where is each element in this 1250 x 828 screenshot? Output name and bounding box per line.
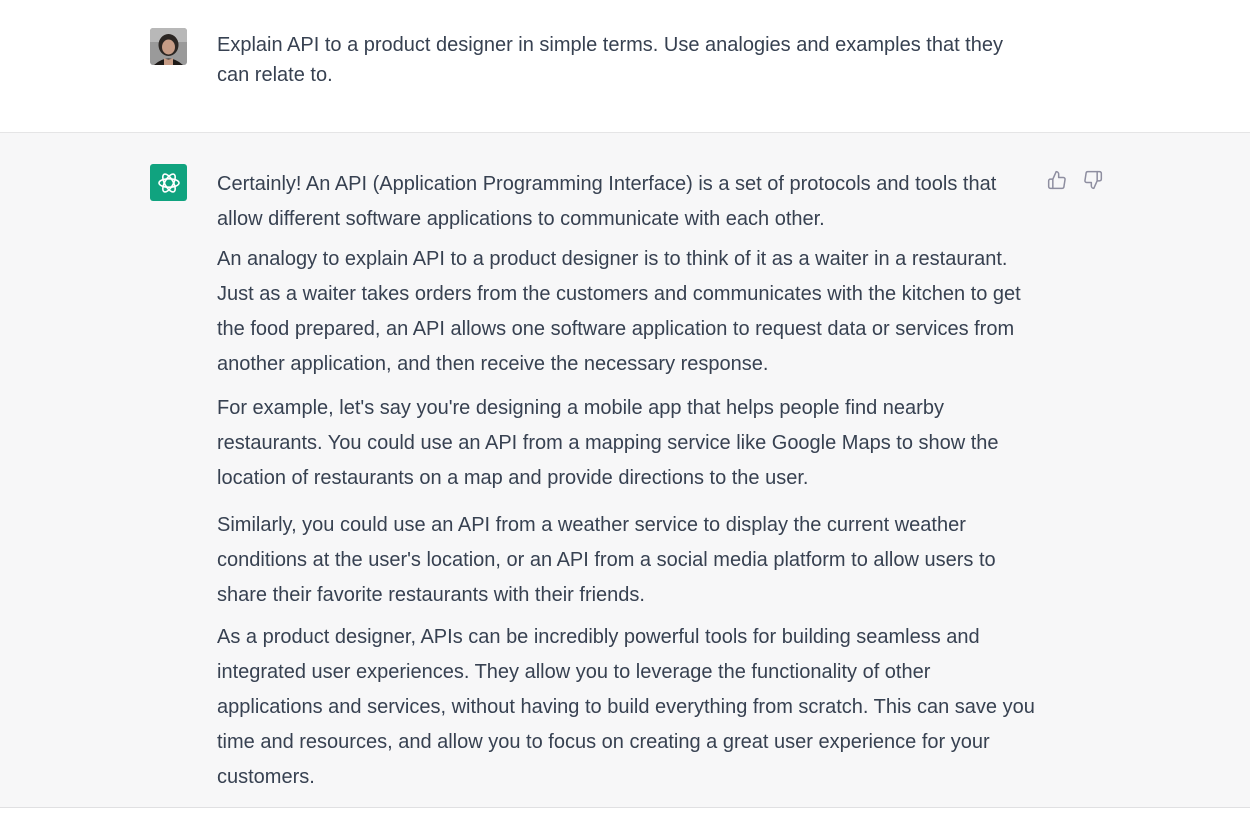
user-message	[0, 0, 1250, 133]
user-message-text	[217, 30, 1037, 90]
assistant-paragraph-5: As a product designer, APIs can be incredibly powerful tools for building seamless and integrated user experiences. They allow you to leverage the functionality of other applications and services, without having to build everything from scratch. This can save you time and resources, and allow you to focus on creating a great user experience for your customers.	[217, 626, 1035, 788]
user-message-paragraph: Explain API to a product designer in simple terms. Use analogies and examples that they can relate to.	[217, 34, 1003, 86]
assistant-paragraph-4: Similarly, you could use an API from a weather service to display the current weather conditions at the user's location, or an API from a social media platform to allow users to share their favorite restaurants with their friends.	[217, 514, 996, 606]
assistant-paragraph-1: Certainly! An API (Application Programming Interface) is a set of protocols and tools that allow different software applications to communicate with each other.	[217, 173, 997, 230]
assistant-message	[0, 133, 1250, 808]
assistant-avatar	[150, 164, 187, 201]
user-photo-avatar-icon	[150, 28, 187, 65]
thumbs-down-icon	[1083, 170, 1103, 190]
assistant-paragraph-3: For example, let's say you're designing a mobile app that helps people find nearby restaurants. You could use an API from a mapping service like Google Maps to show the location of restaurants on a map and provide directions to the user.	[217, 397, 999, 489]
assistant-paragraph-2: An analogy to explain API to a product designer is to think of it as a waiter in a restaurant. Just as a waiter takes orders from the customers and communicates with the kitchen to get the food prepared, an API allows one software application to request data or services from another application, and then receive the necessary response.	[217, 248, 1021, 375]
assistant-message-text	[217, 167, 1037, 795]
feedback-actions	[1046, 169, 1104, 191]
thumbs-down-button[interactable]	[1082, 169, 1104, 191]
user-avatar	[150, 28, 187, 65]
thumbs-up-button[interactable]	[1046, 169, 1068, 191]
chatgpt-logo-icon	[156, 170, 182, 196]
thumbs-up-icon	[1047, 170, 1067, 190]
